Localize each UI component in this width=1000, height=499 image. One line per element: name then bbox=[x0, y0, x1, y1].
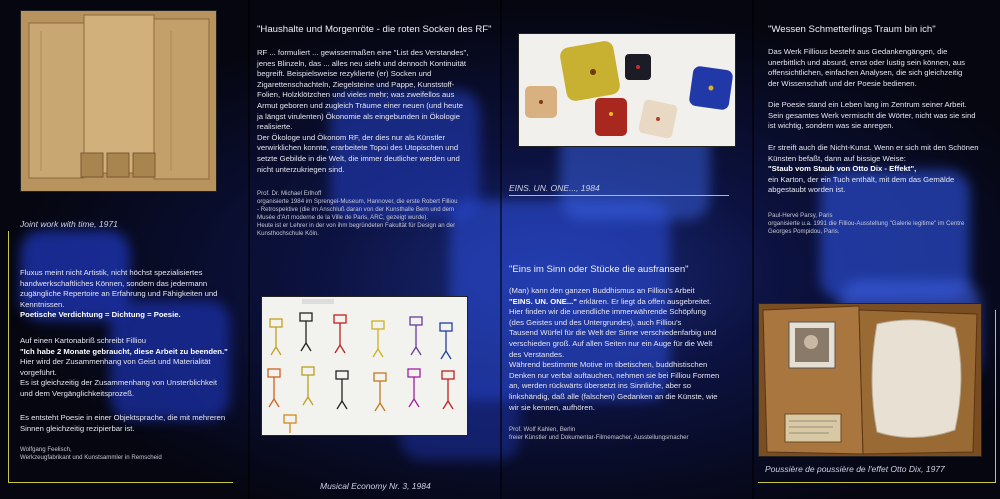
photo-dice bbox=[518, 33, 736, 147]
panel2-body: RF ... formuliert ... gewissermaßen eine "List des Verstandes", jenes Blinzeln, das ... alles neu sieht und dennoch Kontinuität begreift. Beispielsweise rezyklierte (er) Socken und Zigarettenschachteln, Ziegelsteine und Pappe, Kunststoff- Folien, Holzklötzchen und vieles mehr; was zweifellos aus Armut geboren und zugleich Träume einer neuen (und heute ja längst virulenten) Ökonomie als eingebunden in Ökologie realisierte. Der Ökologe und Ökonom RF, der dies nur als Künstler verwirklichen konnte, erarbeitete Topoi des Utopischen und setzte Gebilde in die Welt, die immer deutlicher werden und nicht unterzukriegen sind. bbox=[257, 48, 469, 174]
panel1-paragraph1: Fluxus meint nicht Artistik, nicht höchst spezialisiertes handwerkschaftliches Können, sondern das jedermann zugängliche Repertoire an Erfahrung und Fähigkeiten und Kenntnissen. Poetische Verdichtung = Dichtung = Poesie. bbox=[20, 268, 218, 320]
caption-poussiere: Poussière de poussière de l'effet Otto Dix, 1977 bbox=[765, 464, 945, 474]
photo-dust-box bbox=[758, 303, 982, 457]
accent-line bbox=[8, 482, 233, 483]
photo-music-stands bbox=[261, 296, 468, 436]
panel1-paragraph2: Auf einen Kartonabriß schreibt Filliou "Ich habe 2 Monate gebraucht, diese Arbeit zu beenden." Hier wird der Zusammenhang von Geist und Materialität vorgeführt. Es ist gleichzeitig der Zusammenhang von Unsterblichkeit und dem Vergänglichkeitsprozeß. bbox=[20, 336, 228, 398]
panel4-paragraph2: Die Poesie stand ein Leben lang im Zentrum seiner Arbeit. Sein gesamtes Werk vermischt die Wörter, nicht was sie sind ist wichtig, sondern was sie anregen. bbox=[768, 100, 976, 131]
photo-cardboard-work bbox=[20, 10, 217, 192]
fold-line bbox=[500, 0, 502, 499]
accent-line bbox=[995, 310, 996, 482]
panel2-author: Prof. Dr. Michael Erlhoff organisierte 1984 im Sprengel-Museum, Hannover, die erste Robert Filliou - Retrospektive (die im Anschluß daran von der Kunsthalle Bern und dem Musée d'Art moderne de la Ville de Paris, ARC, gezeigt wurde). Heute ist er Lehrer in der von ihm begründeten Fakultät für Design an der Kunsthochschule Köln. bbox=[257, 190, 458, 238]
caption-eins-un-one: EINS. UN. ONE..., 1984 bbox=[509, 183, 600, 193]
panel3-heading: "Eins im Sinn oder Stücke die ausfransen" bbox=[509, 264, 689, 275]
cardboard-illustration bbox=[21, 11, 216, 191]
poetry-equation: Poetische Verdichtung = Dichtung = Poesie. bbox=[20, 310, 181, 320]
panel4-paragraph1: Das Werk Fillious besteht aus Gedankengängen, die unerbittlich und absurd, ernst oder lustig sein können, aus offensichtlichen, einfachen Analysen, die sich gleichzeitig der Wissenschaft und der Poesie bedienen. bbox=[768, 47, 966, 88]
panel3-author: Prof. Wolf Kahlen, Berlin freier Künstler und Dokumentar-Filmemacher, Ausstellungsmacher bbox=[509, 426, 689, 442]
accent-line bbox=[758, 482, 996, 483]
panel2-heading: "Haushalte und Morgenröte - die roten Socken des RF" bbox=[257, 24, 492, 35]
panel1-author: Wolfgang Feelisch, Werkzeugfabrikant und Kunstsammler in Remscheid bbox=[20, 446, 162, 462]
accent-line bbox=[8, 231, 9, 483]
panel4-heading: "Wessen Schmetterlings Traum bin ich" bbox=[768, 24, 936, 35]
caption-joint-work: Joint work with time, 1971 bbox=[20, 219, 118, 229]
panel1-paragraph3: Es entsteht Poesie in einer Objektsprache, die mit mehreren Sinnen gleichzeitig rezipierbar ist. bbox=[20, 413, 226, 433]
music-stands-illustration bbox=[262, 297, 467, 435]
otto-dix-title: "Staub vom Staub von Otto Dix - Effekt", bbox=[768, 164, 917, 174]
fold-line bbox=[752, 0, 754, 499]
caption-musical-economy: Musical Economy Nr. 3, 1984 bbox=[320, 481, 431, 491]
panel3-body: (Man) kann den ganzen Buddhismus an Filliou's Arbeit "EINS. UN. ONE..." erklären. Er liegt da offen ausgebreitet. Hier finden wir die unendliche immerwährende Schöpfung (des Geistes und des Untergrundes), auch Filliou's Tausend Würfel für die Welt der Sinne verschiedenfarbig und verschieden groß. Auf allen Seiten nur ein Auge für die Welt des Verstandes. Während bestimmte Motive im tibetischen, buddhistischen Denken nur verbal auftauchen, nehmen sie bei Filliou Formen an, werden rückwärts übersetzt ins Sinnliche, aber so linkshändig, daß alle (falschen) Gedanken an die Künste, wie wir sie kennen, aufhören. bbox=[509, 286, 720, 412]
dice-illustration bbox=[519, 34, 735, 146]
accent-line bbox=[509, 195, 729, 196]
fold-line bbox=[248, 0, 250, 499]
panel4-paragraph3: Er streift auch die Nicht-Kunst. Wenn er sich mit den Schönen Künsten befaßt, dann auf bissige Weise: "Staub vom Staub von Otto Dix - Effekt", ein Karton, der ein Tuch enthält, mit dem das Gemälde abgestaubt worden ist. bbox=[768, 143, 979, 195]
panel4-author: Paul-Hervé Parsy, Paris organisierte u.a. 1991 die Filliou-Ausstellung "Galerie legitime" im Centre Georges Pompidou, Paris. bbox=[768, 212, 965, 236]
dust-box-illustration bbox=[759, 304, 981, 456]
